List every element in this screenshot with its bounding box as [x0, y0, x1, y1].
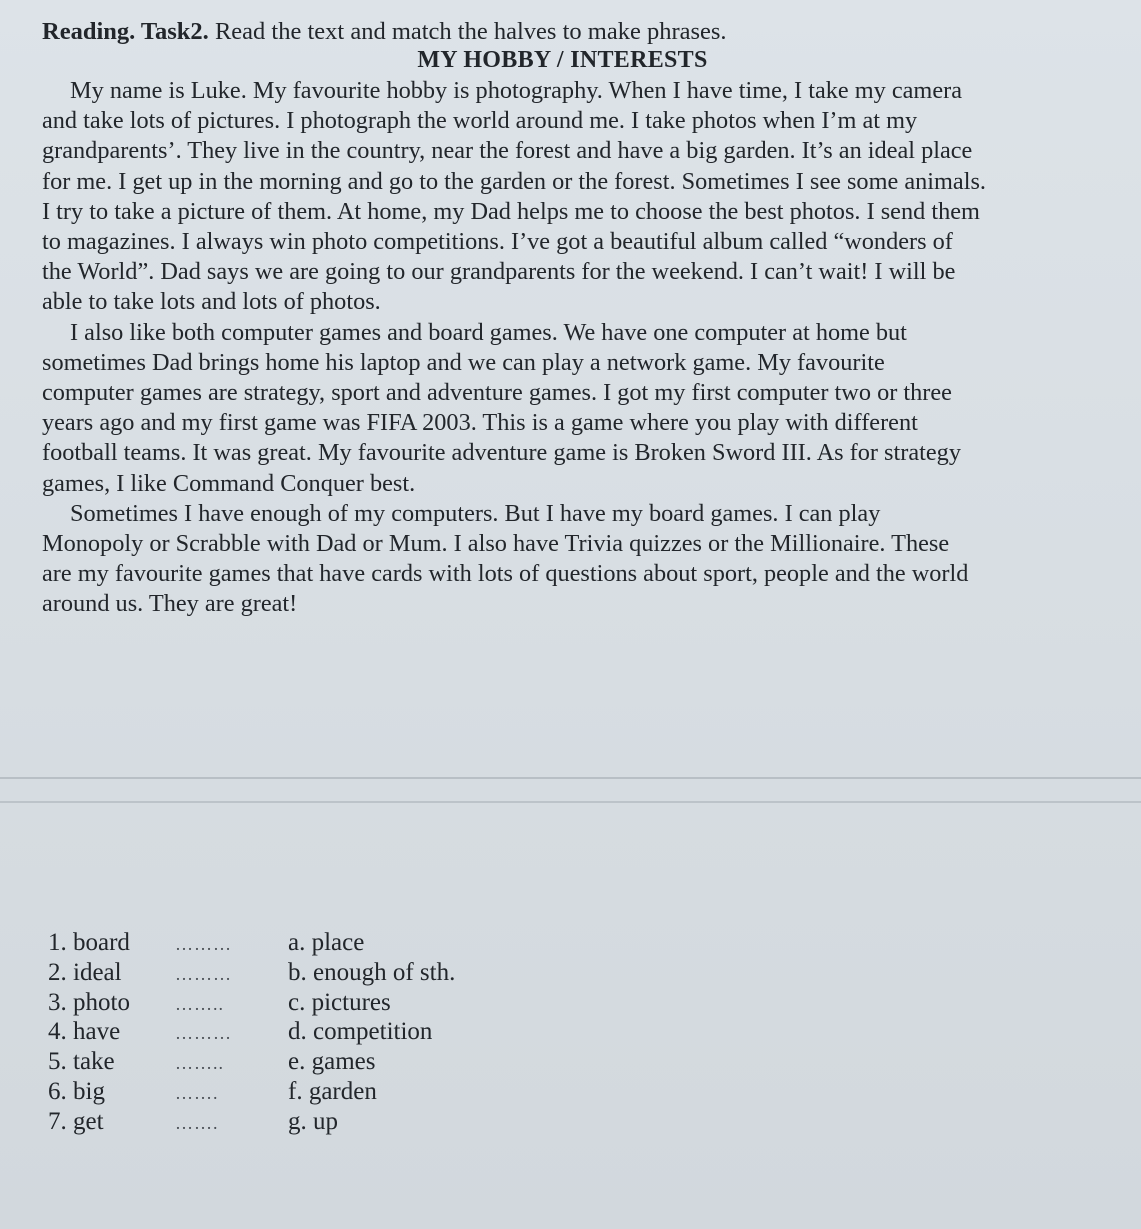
- match-right-word: a. place: [288, 929, 365, 956]
- match-left-word: 2. ideal: [48, 958, 122, 986]
- match-row: [48, 1107, 455, 1137]
- answer-blank[interactable]: ………: [175, 1023, 232, 1044]
- text-line: years ago and my first game was FIFA 2003. This is a game where you play with different: [42, 409, 918, 437]
- text-line: I try to take a picture of them. At home, my Dad helps me to choose the best photos. I send them: [42, 197, 980, 225]
- answer-blank[interactable]: ……..: [175, 993, 224, 1014]
- task-instruction: Read the text and match the halves to make phrases.: [214, 18, 727, 45]
- text-line: the World”. Dad says we are going to our grandparents for the weekend. I can’t wait! I will be: [42, 258, 956, 286]
- answer-blank[interactable]: ………: [175, 963, 232, 984]
- match-row: [48, 1047, 455, 1077]
- match-row: [48, 988, 455, 1018]
- divider-line: [0, 801, 1141, 803]
- match-right-word: d. competition: [288, 1018, 433, 1046]
- text-line: football teams. It was great. My favourite adventure game is Broken Sword III. As for strategy: [42, 439, 961, 467]
- text-line: Sometimes I have enough of my computers. But I have my board games. I can play: [70, 499, 881, 527]
- match-left-word: 3. photo: [48, 988, 130, 1016]
- match-left-word: 1. board: [48, 929, 130, 956]
- text-line: able to take lots and lots of photos.: [42, 288, 381, 316]
- match-row: [48, 928, 455, 958]
- match-row: [48, 1017, 455, 1047]
- text-line: for me. I get up in the morning and go to the garden or the forest. Sometimes I see some animals.: [42, 167, 986, 195]
- answer-blank[interactable]: …….: [175, 1112, 219, 1133]
- match-left-word: 6. big: [48, 1077, 105, 1105]
- match-row: [48, 1077, 455, 1107]
- answer-blank[interactable]: ………: [175, 934, 232, 954]
- text-line: computer games are strategy, sport and adventure games. I got my first computer two or three: [42, 379, 952, 407]
- divider-line: [0, 777, 1141, 779]
- match-left-word: 5. take: [48, 1048, 115, 1076]
- match-right-word: c. pictures: [288, 988, 391, 1016]
- match-right-word: e. games: [288, 1048, 376, 1076]
- text-line: My name is Luke. My favourite hobby is photography. When I have time, I take my camera: [70, 77, 962, 104]
- match-right-word: g. up: [288, 1107, 338, 1135]
- text-line: I also like both computer games and board games. We have one computer at home but: [70, 318, 907, 346]
- text-line: grandparents’. They live in the country, near the forest and have a big garden. It’s an ideal place: [42, 137, 973, 165]
- text-line: around us. They are great!: [42, 590, 298, 618]
- match-right-word: b. enough of sth.: [288, 958, 456, 986]
- text-line: Monopoly or Scrabble with Dad or Mum. I also have Trivia quizzes or the Millionaire. These: [42, 530, 950, 558]
- task-label: Reading. Task2.: [42, 18, 209, 45]
- match-left-word: 4. have: [48, 1018, 121, 1046]
- match-row: [48, 958, 455, 988]
- reading-text: [42, 76, 1112, 620]
- text-line: are my favourite games that have cards with lots of questions about sport, people and the world: [42, 560, 969, 588]
- matching-exercise: [48, 928, 455, 1137]
- text-line: to magazines. I always win photo competitions. I’ve got a beautiful album called “wonders of: [42, 228, 953, 256]
- text-line: and take lots of pictures. I photograph the world around me. I take photos when I’m at my: [42, 107, 918, 135]
- match-left-word: 7. get: [48, 1107, 104, 1135]
- text-line: sometimes Dad brings home his laptop and we can play a network game. My favourite: [42, 348, 885, 376]
- match-right-word: f. garden: [288, 1077, 377, 1105]
- answer-blank[interactable]: …….: [175, 1082, 219, 1103]
- text-title: MY HOBBY / INTERESTS: [417, 47, 708, 73]
- answer-blank[interactable]: ……..: [175, 1053, 224, 1074]
- text-line: games, I like Command Conquer best.: [42, 469, 416, 497]
